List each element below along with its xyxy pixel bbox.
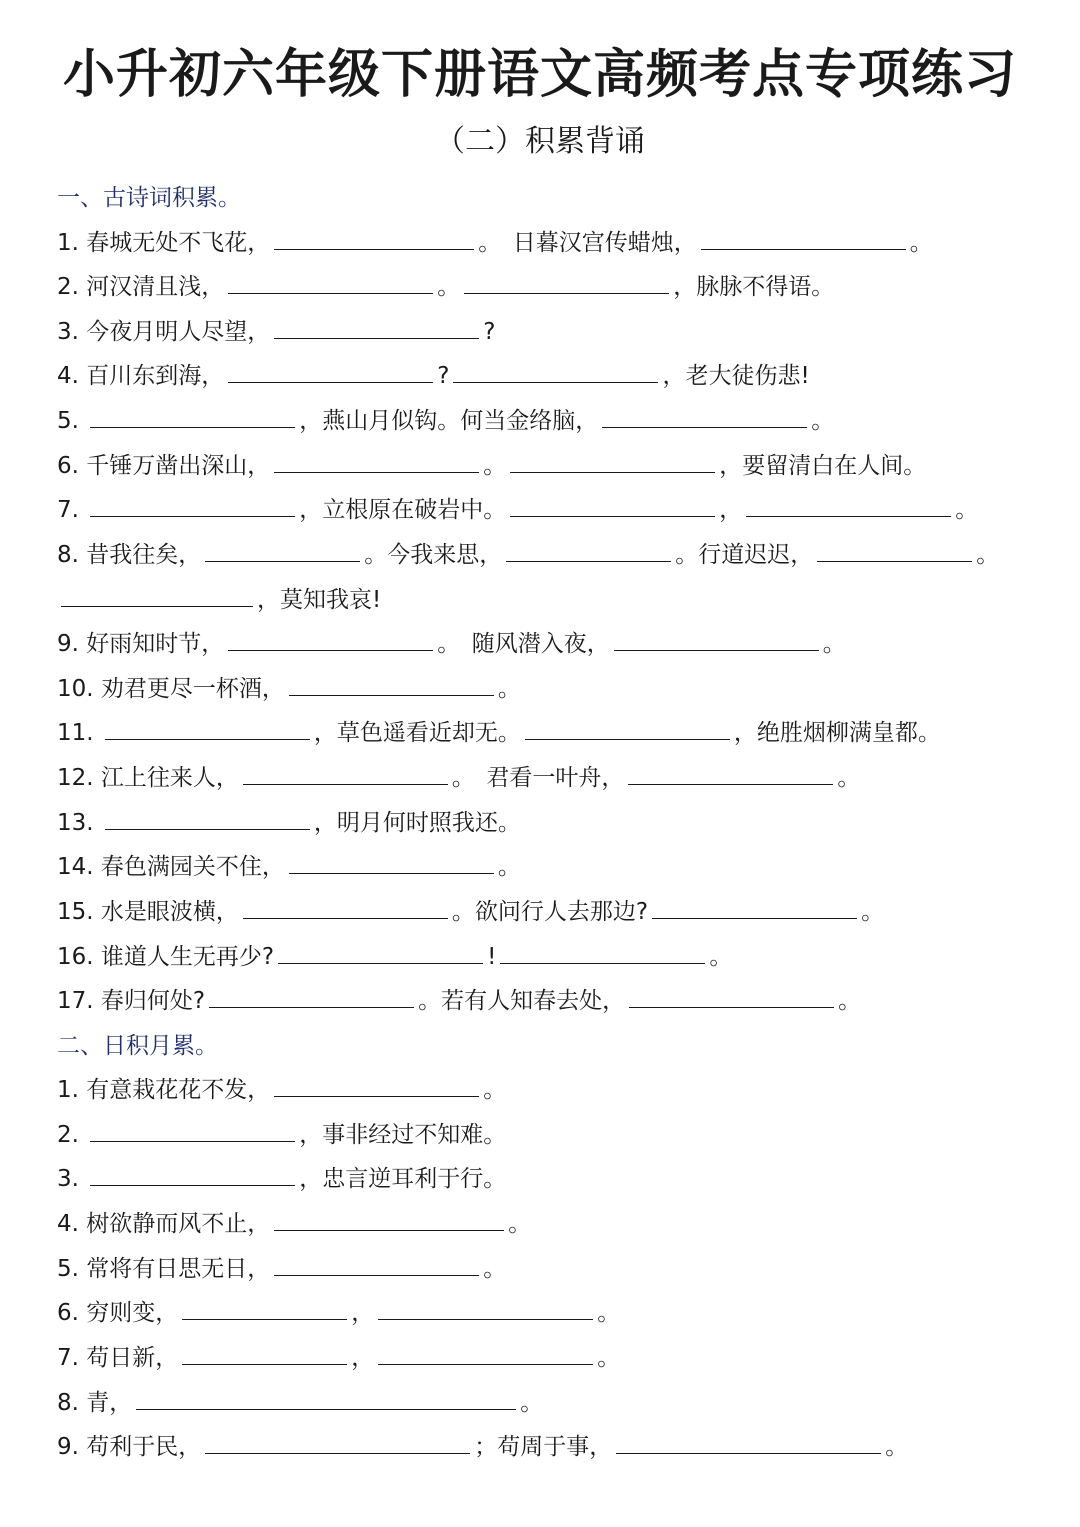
answer-blank[interactable] xyxy=(228,628,433,651)
question-text: ，老大徒伤悲! xyxy=(662,363,810,389)
question-text: 4. 树欲静而风不止， xyxy=(57,1211,271,1237)
question-text: ，绝胜烟柳满皇都。 xyxy=(733,720,941,746)
question-text: 。 xyxy=(976,542,1000,568)
question-text: 2. 河汉清且浅， xyxy=(57,274,225,300)
question-line xyxy=(57,1119,506,1151)
question-text: 9. 苟利于民， xyxy=(57,1434,202,1460)
question-text: 。 xyxy=(483,1077,507,1103)
question-text: ， xyxy=(351,1345,375,1371)
question-text: 。 xyxy=(597,1345,621,1371)
question-text: 13. xyxy=(57,810,101,836)
question-line xyxy=(57,1074,506,1106)
question-text: 10. 劝君更尽一杯酒， xyxy=(57,676,285,702)
answer-blank[interactable] xyxy=(506,539,671,562)
section-heading: 二、日积月累。 xyxy=(57,1033,218,1059)
question-line xyxy=(57,227,933,259)
question-text: 。今我来思， xyxy=(364,542,503,568)
question-line xyxy=(57,1431,908,1463)
answer-blank[interactable] xyxy=(105,717,310,740)
question-text: 5. xyxy=(57,408,87,434)
question-line xyxy=(57,316,495,348)
question-text: ；苟周于事， xyxy=(474,1434,613,1460)
question-line xyxy=(57,941,732,973)
answer-blank[interactable] xyxy=(629,985,834,1008)
question-text: 12. 江上往来人， xyxy=(57,765,239,791)
question-text: 。 xyxy=(597,1300,621,1326)
question-text: 。 xyxy=(909,230,933,256)
answer-blank[interactable] xyxy=(616,1431,881,1454)
answer-blank[interactable] xyxy=(746,494,951,517)
question-text: 7. xyxy=(57,497,87,523)
question-line xyxy=(57,896,884,928)
question-text: 3. xyxy=(57,1166,87,1192)
answer-blank[interactable] xyxy=(61,584,253,607)
answer-blank[interactable] xyxy=(274,1208,504,1231)
answer-blank[interactable] xyxy=(274,227,474,250)
question-line xyxy=(57,360,810,392)
answer-blank[interactable] xyxy=(510,450,715,473)
answer-blank[interactable] xyxy=(274,316,479,339)
question-line xyxy=(57,1208,531,1240)
question-text: 3. 今夜月明人尽望， xyxy=(57,319,271,345)
question-line xyxy=(57,1297,620,1329)
question-text: ! xyxy=(487,944,497,970)
question-text: ，燕山月似钩。何当金络脑， xyxy=(299,408,599,434)
question-text: 。 xyxy=(497,676,521,702)
question-line xyxy=(57,1387,543,1419)
question-text: 。 xyxy=(861,899,885,925)
answer-blank[interactable] xyxy=(105,807,310,830)
question-line xyxy=(57,1253,506,1285)
question-line xyxy=(57,1163,506,1195)
question-text: 。 xyxy=(955,497,979,523)
answer-blank[interactable] xyxy=(278,941,483,964)
question-text: ? xyxy=(483,319,496,345)
answer-blank[interactable] xyxy=(182,1342,347,1365)
question-text: ，草色遥看近却无。 xyxy=(313,720,521,746)
question-text: ，要留清白在人间。 xyxy=(719,453,927,479)
question-text: 1. 有意栽花花不发， xyxy=(57,1077,271,1103)
question-text: ， xyxy=(719,497,743,523)
question-text: 。 xyxy=(483,1256,507,1282)
question-text: 6. 千锤万凿出深山， xyxy=(57,453,271,479)
answer-blank[interactable] xyxy=(378,1342,593,1365)
answer-blank[interactable] xyxy=(136,1387,516,1410)
question-line xyxy=(57,717,941,749)
question-text: 11. xyxy=(57,720,101,746)
question-text: 。 日暮汉宫传蜡烛， xyxy=(478,230,697,256)
question-line xyxy=(57,807,521,839)
answer-blank[interactable] xyxy=(510,494,715,517)
question-text: ， xyxy=(351,1300,375,1326)
question-text: 。行道迟迟， xyxy=(675,542,814,568)
question-text: 。 xyxy=(508,1211,532,1237)
answer-blank[interactable] xyxy=(274,1253,479,1276)
question-text: ，事非经过不知难。 xyxy=(299,1122,507,1148)
answer-blank[interactable] xyxy=(289,851,494,874)
question-text: 6. 穷则变， xyxy=(57,1300,179,1326)
answer-blank[interactable] xyxy=(274,1074,479,1097)
question-text: 。 xyxy=(837,765,861,791)
question-text: 8. 昔我往矣， xyxy=(57,542,202,568)
question-text: 4. 百川东到海， xyxy=(57,363,225,389)
answer-blank[interactable] xyxy=(90,1119,295,1142)
question-text: 。 随风潜入夜， xyxy=(437,631,610,657)
question-text: 。 xyxy=(709,944,733,970)
question-text: 。 xyxy=(483,453,507,479)
answer-blank[interactable] xyxy=(205,1431,470,1454)
answer-blank[interactable] xyxy=(205,539,360,562)
question-text: 。 xyxy=(497,854,521,880)
answer-blank[interactable] xyxy=(243,896,448,919)
answer-blank[interactable] xyxy=(90,405,295,428)
question-text: 。 君看一叶舟， xyxy=(451,765,625,791)
question-text: ，立根原在破岩中。 xyxy=(299,497,507,523)
question-line xyxy=(57,271,834,303)
question-text: 1. 春城无处不飞花， xyxy=(57,230,271,256)
question-line xyxy=(57,762,860,794)
answer-blank[interactable] xyxy=(602,405,807,428)
answer-blank[interactable] xyxy=(243,762,448,785)
section-heading: 一、古诗词积累。 xyxy=(57,185,241,211)
answer-blank[interactable] xyxy=(90,494,295,517)
question-text: 2. xyxy=(57,1122,87,1148)
answer-blank[interactable] xyxy=(378,1297,593,1320)
question-text: 16. 谁道人生无再少? xyxy=(57,944,275,970)
page-subtitle: （二）积累背诵 xyxy=(435,124,645,159)
answer-blank[interactable] xyxy=(614,628,819,651)
question-text: 14. 春色满园关不住， xyxy=(57,854,285,880)
question-line xyxy=(57,628,846,660)
question-text: 15. 水是眼波横， xyxy=(57,899,239,925)
answer-blank[interactable] xyxy=(817,539,972,562)
answer-blank[interactable] xyxy=(209,985,414,1008)
answer-blank[interactable] xyxy=(453,360,658,383)
question-text: 。 xyxy=(885,1434,909,1460)
question-text: 9. 好雨知时节， xyxy=(57,631,225,657)
question-line xyxy=(57,494,978,526)
page-title: 小升初六年级下册语文高频考点专项练习 xyxy=(62,45,1017,105)
question-line xyxy=(57,450,926,482)
question-text: ，明月何时照我还。 xyxy=(313,810,521,836)
question-text: ，莫知我哀! xyxy=(257,587,382,613)
question-text: 。 xyxy=(811,408,835,434)
question-text: 17. 春归何处? xyxy=(57,988,206,1014)
question-line xyxy=(57,539,999,571)
answer-blank[interactable] xyxy=(525,717,730,740)
answer-blank[interactable] xyxy=(182,1297,347,1320)
answer-blank[interactable] xyxy=(652,896,857,919)
answer-blank[interactable] xyxy=(90,1163,295,1186)
answer-blank[interactable] xyxy=(289,673,494,696)
answer-blank[interactable] xyxy=(628,762,833,785)
question-text: 5. 常将有日思无日， xyxy=(57,1256,271,1282)
question-text: 。 xyxy=(437,274,461,300)
answer-blank[interactable] xyxy=(701,227,906,250)
answer-blank[interactable] xyxy=(228,360,433,383)
question-text: ? xyxy=(437,363,450,389)
question-line xyxy=(57,851,521,883)
question-text: 8. 青， xyxy=(57,1390,133,1416)
question-text: 。 xyxy=(822,631,846,657)
question-text: 。 xyxy=(520,1390,544,1416)
answer-blank[interactable] xyxy=(500,941,705,964)
question-text: 。 xyxy=(838,988,862,1014)
answer-blank[interactable] xyxy=(228,271,433,294)
answer-blank[interactable] xyxy=(464,271,669,294)
question-text: ，脉脉不得语。 xyxy=(673,274,835,300)
question-line xyxy=(57,985,861,1017)
question-text: 7. 苟日新， xyxy=(57,1345,179,1371)
question-line xyxy=(57,673,521,705)
question-text: 。若有人知春去处， xyxy=(418,988,626,1014)
question-line xyxy=(57,584,381,616)
answer-blank[interactable] xyxy=(274,450,479,473)
question-line xyxy=(57,1342,620,1374)
question-text: 。欲问行人去那边? xyxy=(451,899,649,925)
question-line xyxy=(57,405,834,437)
question-text: ，忠言逆耳利于行。 xyxy=(299,1166,507,1192)
